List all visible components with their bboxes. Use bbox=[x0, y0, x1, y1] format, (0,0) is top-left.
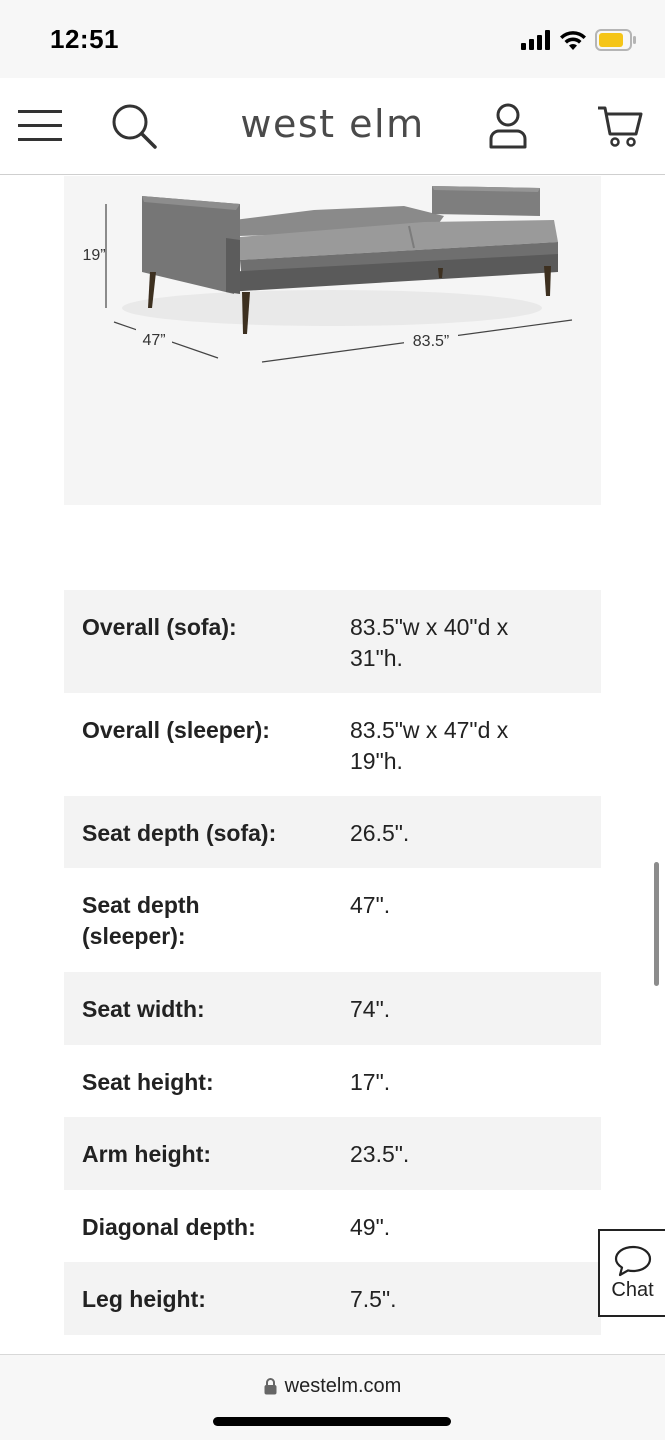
dimension-row bbox=[64, 1262, 601, 1335]
dimension-label: Overall (sofa): bbox=[82, 614, 237, 640]
address-field[interactable] bbox=[0, 1375, 665, 1398]
cart-icon bbox=[597, 104, 643, 148]
status-time: 12:51 bbox=[50, 24, 119, 54]
cart-button[interactable] bbox=[596, 102, 644, 150]
dimension-row bbox=[64, 796, 601, 868]
url-text: westelm.com bbox=[284, 1375, 402, 1397]
signal-icon bbox=[521, 30, 551, 50]
dimension-value: 49". bbox=[350, 1214, 391, 1240]
dimension-label: Arm height: bbox=[82, 1141, 212, 1167]
dimension-value: 7.5". bbox=[350, 1286, 397, 1312]
status-bar bbox=[0, 0, 665, 78]
sleeper-sofa-illustration bbox=[64, 176, 601, 505]
dimension-label: Seat depth (sleeper): bbox=[82, 892, 200, 949]
dimension-row bbox=[64, 868, 601, 972]
dimension-row bbox=[64, 972, 601, 1045]
dimension-value: 83.5"w x 47"d x 19"h. bbox=[350, 717, 509, 774]
width-dimension-label: 83.5” bbox=[412, 333, 450, 350]
dimension-label: Leg height: bbox=[82, 1286, 206, 1312]
account-icon bbox=[488, 103, 528, 149]
dimension-row bbox=[64, 1045, 601, 1117]
account-button[interactable] bbox=[484, 102, 532, 150]
dimension-label: Seat width: bbox=[82, 996, 205, 1022]
browser-url-bar bbox=[0, 1354, 665, 1440]
dimension-label: Seat depth (sofa): bbox=[82, 820, 277, 846]
dimension-value: 23.5". bbox=[350, 1141, 410, 1167]
dimension-row bbox=[64, 590, 601, 693]
lock-icon bbox=[264, 1378, 277, 1395]
product-image bbox=[64, 176, 601, 505]
chat-button[interactable] bbox=[598, 1229, 665, 1317]
height-dimension-label: 19” bbox=[82, 247, 106, 264]
brand-logo[interactable]: west elm bbox=[240, 102, 425, 146]
scrollbar-thumb[interactable] bbox=[654, 862, 659, 986]
dimension-row bbox=[64, 1190, 601, 1262]
chat-bubble-icon bbox=[614, 1245, 652, 1277]
chat-label: Chat bbox=[611, 1278, 654, 1301]
dimension-label: Seat height: bbox=[82, 1069, 214, 1095]
wifi-icon bbox=[559, 30, 587, 51]
dimension-value: 17". bbox=[350, 1069, 391, 1095]
dimension-row bbox=[64, 693, 601, 796]
dimension-value: 83.5"w x 40"d x 31"h. bbox=[350, 614, 509, 671]
status-icons bbox=[521, 26, 637, 54]
dimension-value: 47". bbox=[350, 892, 391, 918]
dimension-label: Overall (sleeper): bbox=[82, 717, 270, 743]
dimension-row bbox=[64, 1117, 601, 1190]
depth-dimension-label: 47” bbox=[142, 332, 166, 349]
dimension-label: Diagonal depth: bbox=[82, 1214, 256, 1240]
home-indicator[interactable] bbox=[213, 1417, 451, 1426]
site-header bbox=[0, 78, 665, 175]
dimensions-table bbox=[64, 590, 601, 1335]
battery-icon bbox=[595, 29, 637, 51]
dimension-value: 26.5". bbox=[350, 820, 410, 846]
dimension-value: 74". bbox=[350, 996, 391, 1022]
